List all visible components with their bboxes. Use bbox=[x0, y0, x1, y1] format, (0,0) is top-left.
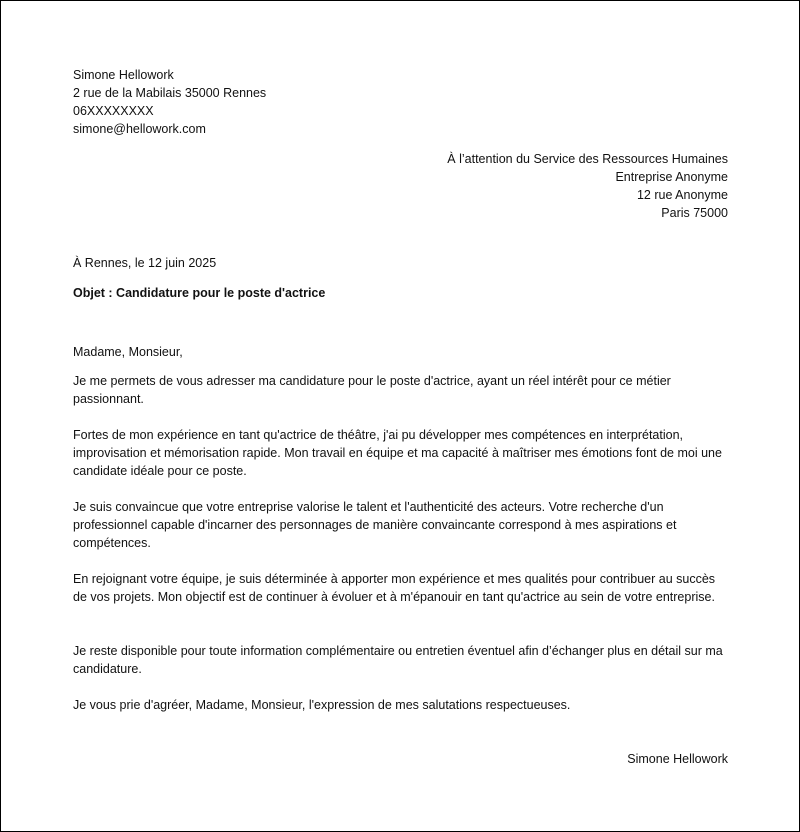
sender-email: simone@hellowork.com bbox=[73, 122, 206, 136]
recipient-block bbox=[73, 150, 728, 222]
recipient-company: Entreprise Anonyme bbox=[615, 170, 728, 184]
sender-block bbox=[73, 66, 728, 138]
date-line: À Rennes, le 12 juin 2025 bbox=[73, 256, 217, 270]
signature: Simone Hellowork bbox=[627, 752, 728, 766]
greeting: Madame, Monsieur, bbox=[73, 345, 183, 359]
body-paragraph-3: Je suis convaincue que votre entreprise valorise le talent et l'authenticité des acteurs. Votre recherche d'un professionnel capable d'incarner des personnages de manière convaincante correspond à mes aspirations et compétences. bbox=[73, 500, 677, 550]
recipient-attention: À l’attention du Service des Ressources Humaines bbox=[447, 152, 728, 166]
closing-paragraph: Je vous prie d'agréer, Madame, Monsieur, l'expression de mes salutations respectueuses. bbox=[73, 698, 571, 712]
body-paragraph-1: Je me permets de vous adresser ma candidature pour le poste d'actrice, ayant un réel intérêt pour ce métier passionnant. bbox=[73, 374, 671, 406]
sender-name: Simone Hellowork bbox=[73, 68, 174, 82]
body-paragraph-4: En rejoignant votre équipe, je suis déterminée à apporter mon expérience et mes qualités pour contribuer au succès de vos projets. Mon objectif est de continuer à évoluer et à m'épanouir en tant qu'actrice au sein de votre entreprise. bbox=[73, 572, 716, 604]
sender-address: 2 rue de la Mabilais 35000 Rennes bbox=[73, 86, 267, 100]
subject-line: Objet : Candidature pour le poste d'actrice bbox=[73, 286, 326, 300]
sender-phone: 06XXXXXXXX bbox=[73, 104, 154, 118]
recipient-street: 12 rue Anonyme bbox=[636, 188, 728, 202]
body-paragraph-5: Je reste disponible pour toute information complémentaire ou entretien éventuel afin d’échanger plus en détail sur ma candidature. bbox=[73, 644, 723, 676]
recipient-city: Paris 75000 bbox=[661, 206, 728, 220]
body-paragraph-2: Fortes de mon expérience en tant qu'actrice de théâtre, j'ai pu développer mes compétences en interprétation, improvisation et mémorisation rapide. Mon travail en équipe et ma capacité à maîtriser mes émotions font de moi une candidate idéale pour ce poste. bbox=[73, 428, 722, 478]
